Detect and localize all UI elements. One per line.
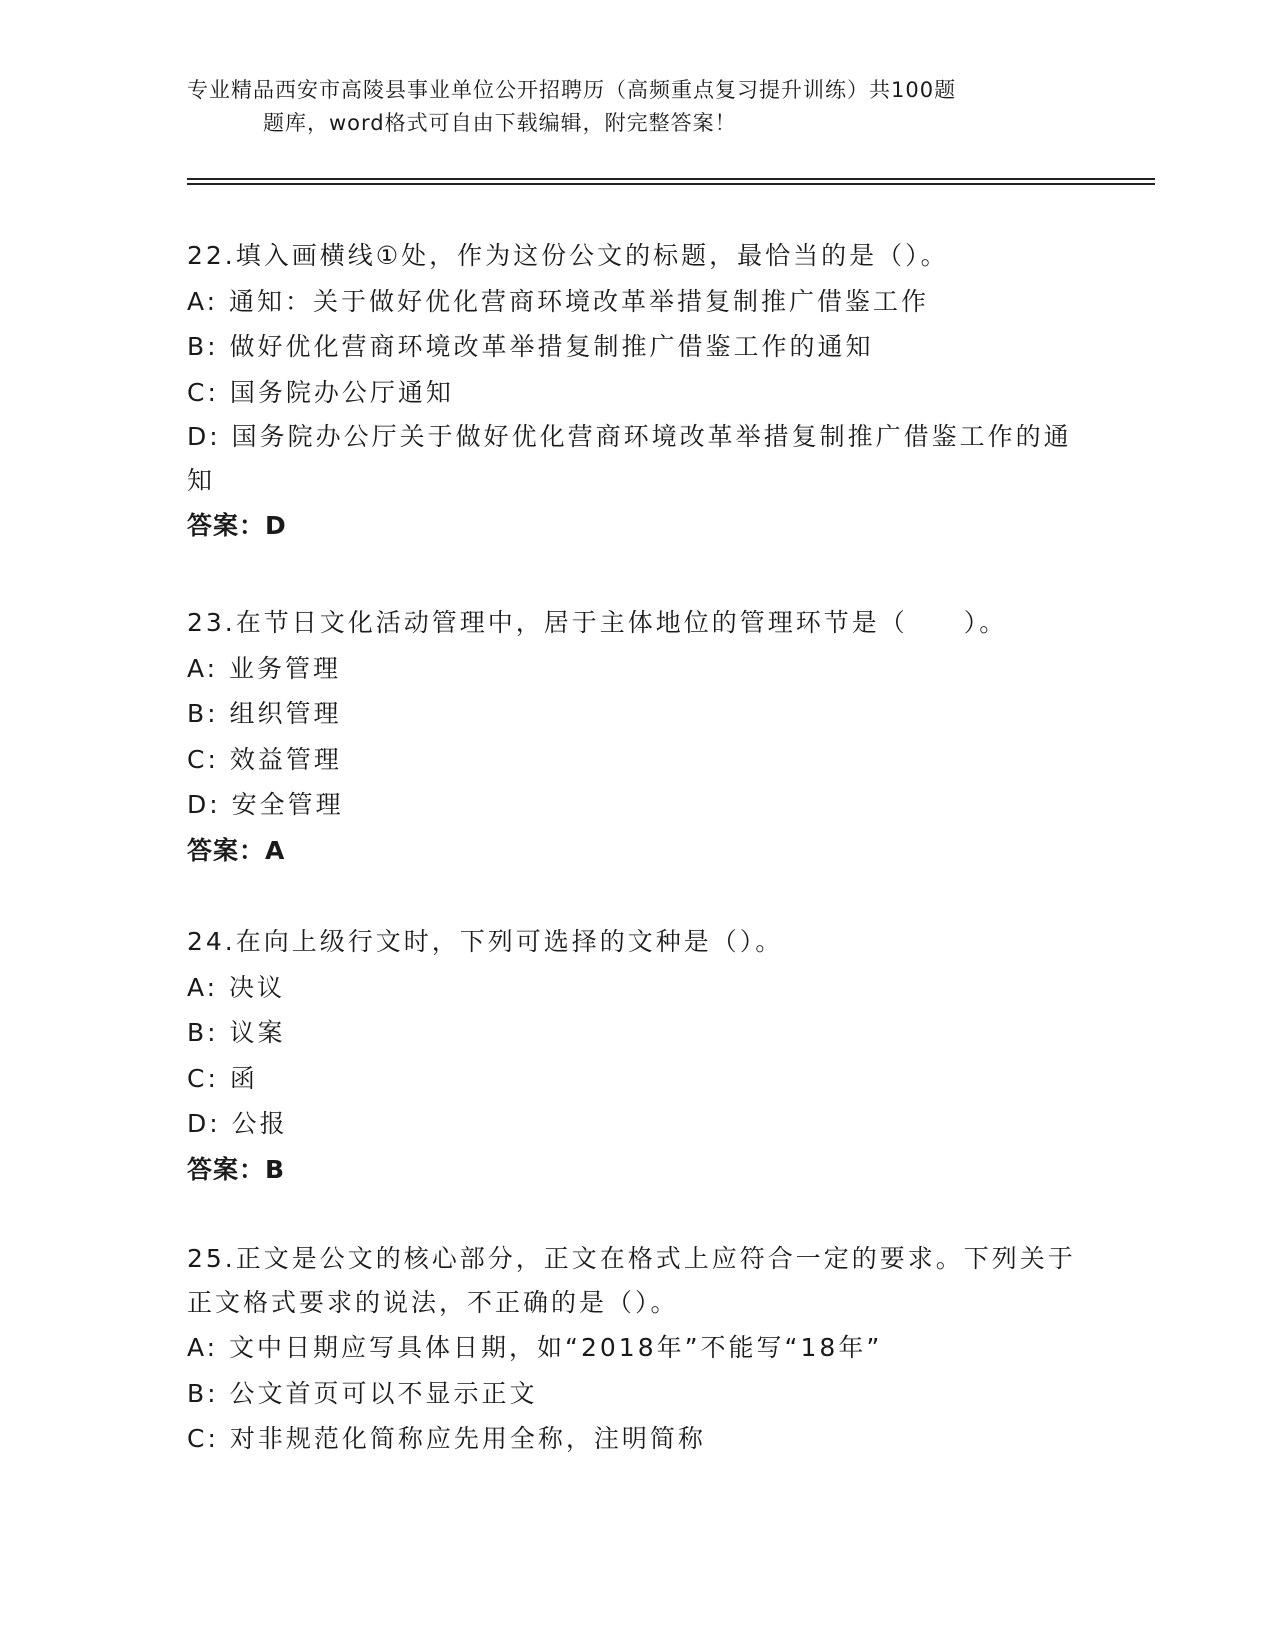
option-c: C: 函 [187,1063,258,1093]
answer: 答案：D [187,511,287,540]
option-c: C: 对非规范化简称应先用全称，注明简称 [187,1424,706,1453]
option-a: A: 文中日期应写具体日期，如“2018年”不能写“18年” [187,1333,883,1362]
question-stem: 22.填入画横线①处，作为这份公文的标题，最恰当的是（）。 [187,241,949,270]
option-c: C: 效益管理 [187,744,342,774]
option-b: B: 做好优化营商环境改革举措复制推广借鉴工作的通知 [187,332,874,361]
header-title-line-2: 题库，word格式可自由下载编辑，附完整答案！ [263,111,737,135]
option-d: D: 公报 [187,1109,288,1138]
question-stem: 23.在节日文化活动管理中，居于主体地位的管理环节是（ ）。 [187,608,1008,637]
option-b: B: 公文首页可以不显示正文 [187,1378,538,1408]
header-divider-top [187,178,1155,180]
question-22 [187,233,1087,549]
question-stem: 24.在向上级行文时，下列可选择的文种是（）。 [187,927,784,956]
option-b: B: 议案 [187,1018,286,1047]
option-a: A: 决议 [187,972,286,1002]
option-a: A: 通知：关于做好优化营商环境改革举措复制推广借鉴工作 [187,286,930,316]
question-23 [187,600,1087,873]
option-a: A: 业务管理 [187,653,342,683]
option-b: B: 组织管理 [187,699,342,728]
answer: 答案：A [187,835,286,865]
question-24 [187,919,1087,1192]
question-stem: 25.正文是公文的核心部分，正文在格式上应符合一定的要求。下列关于正文格式要求的说法，不正确的是（）。 [187,1244,1076,1317]
document-header [187,74,1087,140]
option-c: C: 国务院办公厅通知 [187,377,454,407]
header-divider-bottom [187,183,1155,185]
answer: 答案：B [187,1154,286,1184]
header-title-line-1: 专业精品西安市高陵县事业单位公开招聘历（高频重点复习提升训练）共100题 [187,78,957,102]
question-25 [187,1237,1087,1462]
option-d: D: 安全管理 [187,790,344,819]
option-d: D: 国务院办公厅关于做好优化营商环境改革举措复制推广借鉴工作的通知 [187,422,1072,495]
